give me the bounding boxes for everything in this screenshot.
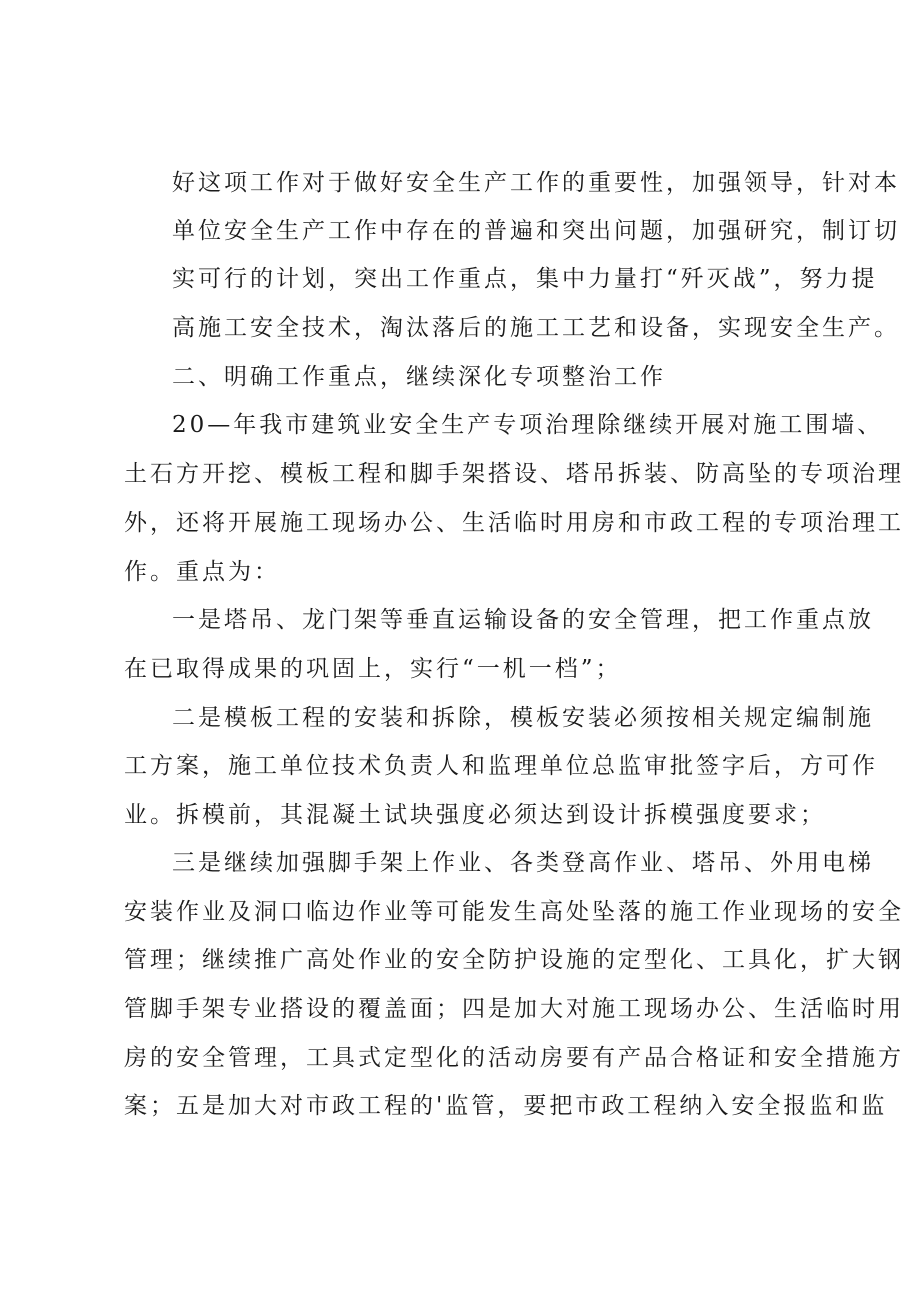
text-line-15: 三是继续加强脚手架上作业、各类登高作业、塔吊、外用电梯 bbox=[172, 850, 874, 876]
section-heading: 二、明确工作重点，继续深化专项整治工作 bbox=[172, 364, 666, 390]
text-line-13: 工方案，施工单位技术负责人和监理单位总监审批签字后，方可作 bbox=[124, 753, 878, 779]
text-line-18: 管脚手架专业搭设的覆盖面；四是加大对施工现场办公、生活临时用 bbox=[124, 996, 904, 1022]
text-line-11: 在已取得成果的巩固上，实行“一机一档”； bbox=[124, 656, 622, 682]
text-line-6: 20—年我市建筑业安全生产专项治理除继续开展对施工围墙、 bbox=[172, 412, 884, 438]
text-line-8: 外，还将开展施工现场办公、生活临时用房和市政工程的专项治理工 bbox=[124, 510, 904, 536]
text-line-2: 单位安全生产工作中存在的普遍和突出问题，加强研究，制订切 bbox=[172, 218, 900, 244]
text-line-20: 案；五是加大对市政工程的'监管，要把市政工程纳入安全报监和监 bbox=[124, 1093, 888, 1119]
text-line-14: 业。拆模前，其混凝土试块强度必须达到设计拆模强度要求； bbox=[124, 802, 826, 828]
text-line-12: 二是模板工程的安装和拆除，模板安装必须按相关规定编制施 bbox=[172, 705, 874, 731]
text-line-17: 管理；继续推广高处作业的安全防护设施的定型化、工具化，扩大钢 bbox=[124, 947, 904, 973]
text-line-9: 作。重点为： bbox=[124, 559, 280, 585]
text-line-1: 好这项工作对于做好安全生产工作的重要性，加强领导，针对本 bbox=[172, 170, 900, 196]
text-line-10: 一是塔吊、龙门架等垂直运输设备的安全管理，把工作重点放 bbox=[172, 607, 874, 633]
text-line-16: 安装作业及洞口临边作业等可能发生高处坠落的施工作业现场的安全 bbox=[124, 899, 904, 925]
text-line-7: 土石方开挖、模板工程和脚手架搭设、塔吊拆装、防高坠的专项治理 bbox=[124, 461, 904, 487]
text-line-3: 实可行的计划，突出工作重点，集中力量打“歼灭战”，努力提 bbox=[172, 266, 878, 292]
text-line-19: 房的安全管理，工具式定型化的活动房要有产品合格证和安全措施方 bbox=[124, 1045, 904, 1071]
text-line-4: 高施工安全技术，淘汰落后的施工工艺和设备，实现安全生产。 bbox=[172, 315, 900, 341]
